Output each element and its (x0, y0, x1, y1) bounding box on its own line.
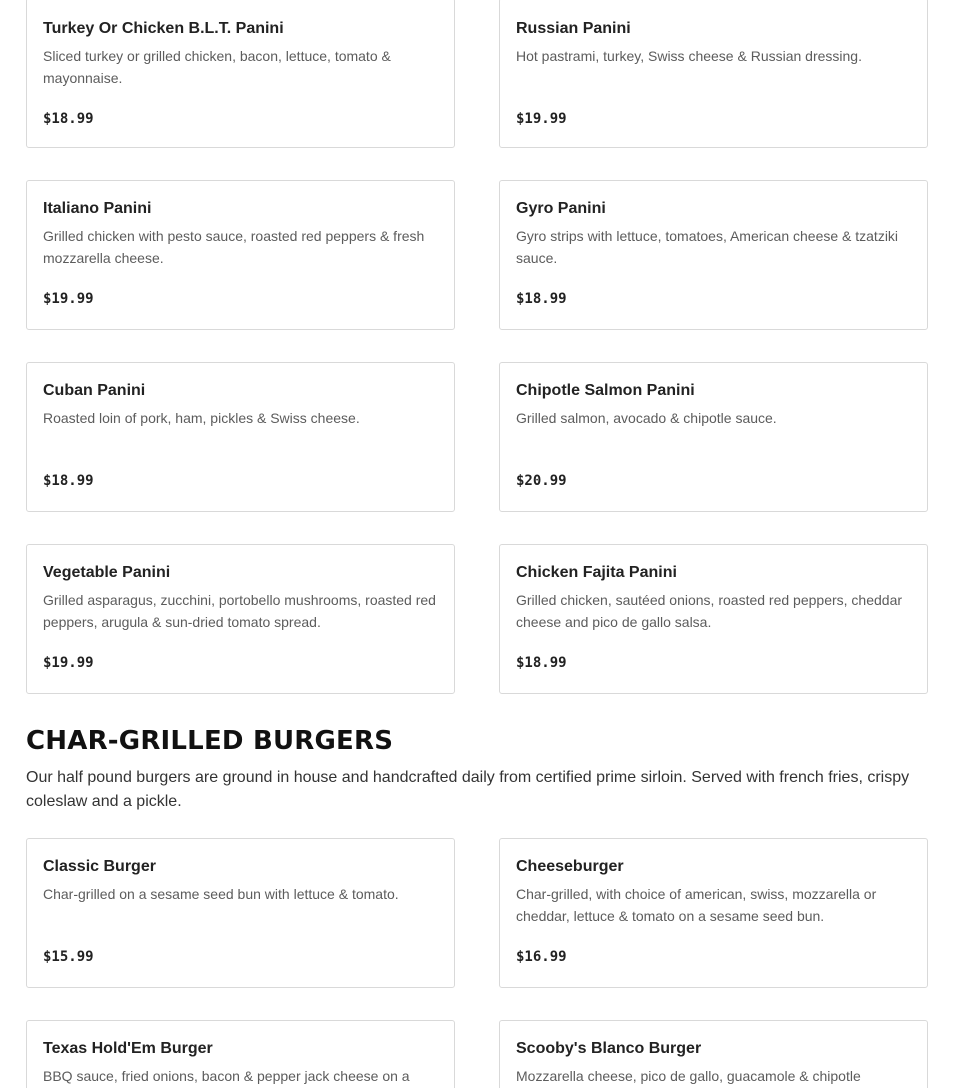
menu-item-price: $20.99 (516, 473, 567, 489)
menu-item-name: Cuban Panini (43, 382, 146, 399)
menu-item-card[interactable] (26, 0, 455, 148)
menu-item-name: Scooby's Blanco Burger (516, 1040, 702, 1057)
panini-menu-grid (26, 0, 928, 694)
menu-item-price: $19.99 (43, 291, 94, 307)
menu-item-description: Grilled asparagus, zucchini, portobello mushrooms, roasted red peppers, arugula & sun-dried tomato spread. (43, 592, 436, 630)
menu-item-name: Russian Panini (516, 20, 631, 37)
menu-item-description: Hot pastrami, turkey, Swiss cheese & Russian dressing. (516, 48, 862, 64)
menu-item-name: Cheeseburger (516, 858, 624, 875)
menu-item-card[interactable] (26, 838, 455, 988)
menu-item-price: $16.99 (516, 949, 567, 965)
menu-item-price: $18.99 (516, 291, 567, 307)
menu-item-card[interactable] (499, 1020, 928, 1088)
menu-item-card[interactable] (499, 838, 928, 988)
menu-item-price: $19.99 (43, 655, 94, 671)
menu-item-description: Gyro strips with lettuce, tomatoes, American cheese & tzatziki sauce. (516, 228, 899, 266)
menu-item-name: Gyro Panini (516, 200, 606, 217)
menu-item-name: Italiano Panini (43, 200, 152, 217)
menu-item-card[interactable] (499, 0, 928, 148)
menu-item-description: Roasted loin of pork, ham, pickles & Swiss cheese. (43, 410, 360, 426)
menu-item-card[interactable] (26, 544, 455, 694)
menu-item-card[interactable] (26, 1020, 455, 1088)
menu-item-card[interactable] (499, 362, 928, 512)
section-description: Our half pound burgers are ground in house and handcrafted daily from certified prime sirloin. Served with french fries, crispy coleslaw and a pickle. (26, 769, 910, 810)
menu-item-description: Grilled salmon, avocado & chipotle sauce. (516, 410, 777, 426)
menu-item-card[interactable] (26, 362, 455, 512)
menu-item-price: $15.99 (43, 949, 94, 965)
menu-item-description: Grilled chicken, sautéed onions, roasted red peppers, cheddar cheese and pico de gallo salsa. (516, 592, 903, 630)
menu-item-card[interactable] (26, 180, 455, 330)
menu-item-description: BBQ sauce, fried onions, bacon & pepper jack cheese on a (43, 1068, 410, 1084)
burgers-menu-grid (26, 838, 928, 1088)
menu-item-name: Chipotle Salmon Panini (516, 382, 695, 399)
section-title: CHAR-GRILLED BURGERS (26, 726, 394, 756)
menu-item-card[interactable] (499, 544, 928, 694)
menu-item-description: Char-grilled, with choice of american, swiss, mozzarella or cheddar, lettuce & tomato on a sesame seed bun. (516, 886, 877, 924)
menu-item-card[interactable] (499, 180, 928, 330)
menu-item-name: Vegetable Panini (43, 564, 171, 581)
menu-item-price: $18.99 (43, 111, 94, 127)
menu-item-description: Char-grilled on a sesame seed bun with lettuce & tomato. (43, 886, 399, 902)
menu-item-name: Texas Hold'Em Burger (43, 1040, 213, 1057)
menu-item-description: Sliced turkey or grilled chicken, bacon, lettuce, tomato & mayonnaise. (43, 48, 391, 86)
menu-item-name: Classic Burger (43, 858, 156, 875)
menu-item-price: $18.99 (516, 655, 567, 671)
menu-item-price: $18.99 (43, 473, 94, 489)
menu-item-name: Chicken Fajita Panini (516, 564, 677, 581)
menu-item-name: Turkey Or Chicken B.L.T. Panini (43, 20, 284, 37)
menu-item-description: Grilled chicken with pesto sauce, roasted red peppers & fresh mozzarella cheese. (43, 228, 425, 266)
menu-item-description: Mozzarella cheese, pico de gallo, guacamole & chipotle (516, 1068, 861, 1084)
menu-item-price: $19.99 (516, 111, 567, 127)
